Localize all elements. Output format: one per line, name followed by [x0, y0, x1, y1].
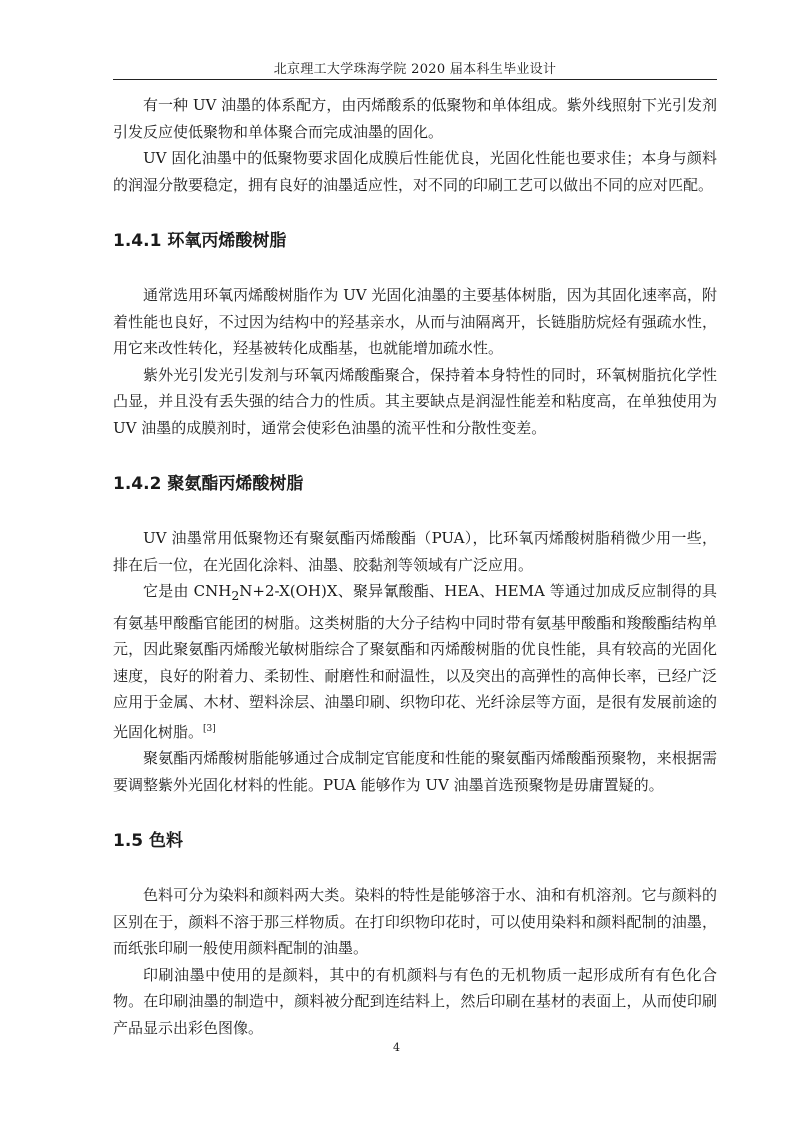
intro-paragraph-2: UV 固化油墨中的低聚物要求固化成膜后性能优良，光固化性能也要求佳；本身与颜料的润湿分散要稳定，拥有良好的油墨适应性，对不同的印刷工艺可以做出不同的应对匹配。: [113, 149, 717, 194]
section-1-4-1-paragraph-2: 紫外光引发光引发剂与环氧丙烯酸酯聚合，保持着本身特性的同时，环氧树脂抗化学性凸显，并且没有丢失强的结合力的性质。其主要缺点是润湿性能差和粘度高，在单独使用为 UV 油墨的成膜剂时，通常会使彩色油墨的流平性和分散性变差。: [113, 365, 717, 437]
header-rule: [113, 79, 717, 80]
section-1-4-1-paragraph-1: 通常选用环氧丙烯酸树脂作为 UV 光固化油墨的主要基体树脂，因为其固化速率高，附着性能也良好，不过因为结构中的羟基亲水，从而与油隔离开，长链脂肪烷烃有强疏水性，用它来改性转化，羟基被转化成酯基，也就能增加疏水性。: [113, 286, 717, 357]
section-1-5-paragraph-1: 色料可分为染料和颜料两大类。染料的特性是能够溶于水、油和有机溶剂。它与颜料的区别在于，颜料不溶于那三样物质。在打印织物印花时，可以使用染料和颜料配制的油墨，而纸张印刷一般使用颜料配制的油墨。: [113, 886, 717, 957]
section-1-4-2-paragraph-2: [113, 578, 717, 745]
section-heading-1-4-1: 1.4.1 环氧丙烯酸树脂: [113, 231, 287, 251]
formula-subscript: 2: [231, 588, 240, 603]
section-1-4-2-paragraph-1: UV 油墨常用低聚物还有聚氨酯丙烯酸酯（PUA），比环氧丙烯酸树脂稍微少用一些，排在后一位，在光固化涂料、油墨、胶黏剂等领域有广泛应用。: [113, 529, 717, 574]
section-1-5-paragraph-2: 印刷油墨中使用的是颜料，其中的有机颜料与有色的无机物质一起形成所有有色化合物。在印刷油墨的制造中，颜料被分配到连结料上，然后印刷在基材的表面上，从而使印刷产品显示出彩色图像。: [113, 965, 717, 1037]
intro-paragraph-1: 有一种 UV 油墨的体系配方，由丙烯酸系的低聚物和单体组成。紫外线照射下光引发剂引发反应使低聚物和单体聚合而完成油墨的固化。: [113, 96, 717, 141]
page-number: 4: [393, 1041, 400, 1054]
section-heading-1-5: 1.5 色料: [113, 831, 184, 851]
formula-text-start: 它是由 CNH: [143, 582, 232, 600]
section-1-4-2-paragraph-3: 聚氨酯丙烯酸树脂能够通过合成制定官能度和性能的聚氨酯丙烯酸酯预聚物，来根据需要调整紫外光固化材料的性能。PUA 能够作为 UV 油墨首选预聚物是毋庸置疑的。: [113, 749, 717, 794]
page-header: 北京理工大学珠海学院 2020 届本科生毕业设计: [273, 62, 557, 77]
formula-text-rest: N+2-X(OH)X、聚异氰酸酯、HEA、HEMA 等通过加成反应制得的具有氨基甲酸酯官能团的树脂。这类树脂的大分子结构中同时带有氨基甲酸酯和羧酸酯结构单元，因此聚氨酯丙烯酸光敏树脂综合了聚氨酯和丙烯酸树脂的优良性能，具有较高的光固化速度，良好的附着力、柔韧性、耐磨性和耐温性，以及突出的高弹性的高伸长率，已经广泛应用于金属、木材、塑料涂层、油墨印刷、织物印花、光纤涂层等方面，是很有发展前途的光固化树脂。: [113, 582, 717, 741]
page-content: [113, 92, 717, 1041]
citation-reference: [3]: [203, 723, 216, 734]
section-heading-1-4-2: 1.4.2 聚氨酯丙烯酸树脂: [113, 474, 304, 494]
